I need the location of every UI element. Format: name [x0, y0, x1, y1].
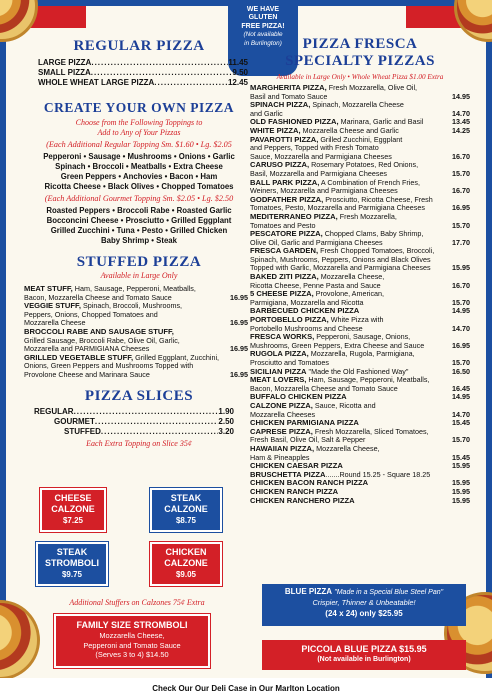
menu-item-desc: Weiners, Mozzarella and Parmigiana Cheeses 16.70	[250, 187, 470, 196]
blue-pizza-box: BLUE PIZZA "Made in a Special Blue Steel Pan" Crispier, Thinner & Unbeatable! (24 x 24) only $25.95	[262, 584, 466, 626]
menu-item-desc: Spinach, Mushrooms, Peppers, Onions and Black Olives	[250, 255, 431, 264]
menu-item-desc: Grilled Sausage, Broccoli Rabe, Olive Oil, Garlic,	[24, 336, 180, 345]
menu-item-desc: Ricotta Cheese, Penne Pasta and Sauce 16.70	[250, 281, 470, 290]
menu-item: FRESCA WORKS, Pepperoni, Sausage, Onions,	[250, 333, 411, 342]
gourmet-topping-note: (Each Additional Gourmet Topping Sm. $2.05 • Lg. $2.50	[44, 194, 234, 203]
menu-item: 5 CHEESE PIZZA, Provolone, American,	[250, 290, 385, 299]
piccola-blue-pizza-box: PICCOLA BLUE PIZZA $15.95 (Not available in Burlington)	[262, 640, 466, 670]
stuffed-pizza-title: STUFFED PIZZA	[76, 254, 202, 270]
menu-item: MARGHERITA PIZZA, Fresh Mozzarella, Olive Oil,	[250, 84, 418, 92]
menu-item: BRUSCHETTA PIZZA.......Round 15.25 - Square 18.25	[250, 470, 431, 479]
right-column	[250, 0, 470, 505]
gourmet-toppings-list: Roasted Peppers • Broccoli Rabe • Roasted Garlic Bocconcini Cheese • Prosciutto • Grilled Eggplant Grilled Zucchini • Tuna • Pesto • Grilled Chicken Baby Shrimp • Steak	[46, 206, 232, 245]
menu-item: GRILLED VEGETABLE STUFF, Grilled Eggplant, Zucchini,	[24, 353, 220, 362]
left-column	[24, 0, 254, 449]
steak-calzone-box: STEAK CALZONE $8.75	[150, 488, 222, 532]
menu-item-desc: Fresh Basil, Olive Oil, Salt & Pepper 15.70	[250, 436, 470, 445]
menu-item-desc: Bacon, Mozzarella Cheese and Tomato Sauce 16.45	[250, 384, 470, 393]
menu-item: SPINACH PIZZA, Spinach, Mozzarella Cheese	[250, 101, 404, 110]
menu-item: CHICKEN RANCHERO PIZZA 15.95	[250, 496, 470, 505]
menu-item: FRESCA GARDEN, Fresh Chopped Tomatoes, Broccoli,	[250, 247, 435, 256]
stuffed-subtitle: Available in Large Only	[100, 271, 178, 280]
menu-item: CARUSO PIZZA, Rosemary Potatoes, Red Onions,	[250, 161, 419, 170]
menu-item-desc: Tomatoes and Pesto 15.70	[250, 221, 470, 230]
create-subtitle: Choose from the Following Toppings to	[75, 118, 203, 127]
menu-item-desc: Parmigiana, Mozzarella and Ricotta 15.70	[250, 298, 470, 307]
create-subtitle: Add to Any of Your Pizzas	[97, 128, 181, 137]
menu-item: OLD FASHIONED PIZZA, Marinara, Garlic and Basil 13.45	[250, 118, 470, 127]
menu-item: RUGOLA PIZZA, Mozzarella, Rugola, Parmigiana,	[250, 350, 415, 359]
menu-item: HAWAIIAN PIZZA, Mozzarella Cheese,	[250, 444, 380, 453]
family-stromboli-box: FAMILY SIZE STROMBOLI Mozzarella Cheese, Pepperoni and Tomato Sauce (Serves 3 to 4) $14.50	[54, 614, 210, 668]
menu-item-desc: Portobello Mushrooms and Cheese 14.70	[250, 324, 470, 333]
menu-item-desc: and Peppers, Topped with Fresh Tomato	[250, 144, 379, 153]
menu-item: MEAT LOVERS, Ham, Sausage, Pepperoni, Meatballs,	[250, 376, 430, 385]
menu-item: MEDITERRANEO PIZZA, Fresh Mozzarella,	[250, 212, 397, 221]
menu-item-desc: Peppers, Onions, Chopped Tomatoes and	[24, 310, 158, 319]
menu-item: MEAT STUFF, Ham, Sausage, Pepperoni, Meatballs,	[24, 285, 196, 293]
menu-item-desc: Basil and Tomato Sauce 14.95	[250, 92, 470, 101]
cheese-calzone-box: CHEESE CALZONE $7.25	[40, 488, 106, 532]
menu-item-desc: Provolone Cheese and Marinara Sauce 16.95	[24, 370, 248, 379]
menu-item: VEGGIE STUFF, Spinach, Broccoli, Mushrooms,	[24, 302, 183, 311]
menu-item-desc: Mozzarella Cheese 16.95	[24, 319, 248, 328]
menu-item: CAPRESE PIZZA, Fresh Mozzarella, Sliced Tomatoes,	[250, 427, 429, 436]
steak-stromboli-box: STEAK STROMBOLI $9.75	[36, 542, 108, 586]
menu-item: BARBECUED CHICKEN PIZZA 14.95	[250, 307, 470, 316]
menu-item-desc: Prosciutto and Tomatoes 15.70	[250, 359, 470, 367]
menu-item: CALZONE PIZZA, Sauce, Ricotta and	[250, 401, 376, 410]
menu-item-desc: Mushrooms, Green Peppers, Extra Cheese and Sauce 16.95	[250, 341, 470, 350]
calzone-stuffers-note: Additional Stuffers on Calzones 75¢ Extra	[69, 598, 205, 607]
menu-item-desc: Bacon, Mozzarella Cheese and Tomato Sauce 16.95	[24, 293, 248, 302]
menu-item-desc: and Garlic 14.70	[250, 109, 470, 118]
badge-line: in Burlington)	[244, 39, 282, 47]
menu-item: PORTOBELLO PIZZA, White Pizza with	[250, 316, 384, 325]
menu-item: SMALL PIZZA ..... 9.50	[38, 68, 248, 78]
pizza-fresca-title: PIZZA FRESCA	[302, 36, 418, 52]
stuffed-list	[24, 285, 254, 380]
menu-item: BAKED ZITI PIZZA, Mozzarella Cheese,	[250, 273, 385, 282]
menu-item: GODFATHER PIZZA, Prosciutto, Ricotta Cheese, Fresh	[250, 195, 433, 204]
menu-item-desc: Mozzarella Cheeses 14.70	[250, 410, 470, 419]
menu-item-desc: Tomatoes, Pesto, Mozzarella and Parmigiana Cheeses 16.95	[250, 204, 470, 213]
fresca-list	[250, 84, 470, 505]
menu-item: CHICKEN BACON RANCH PIZZA 15.95	[250, 479, 470, 488]
menu-item: WHOLE WHEAT LARGE PIZZA ..... 12.45	[38, 78, 248, 88]
slice-topping-note: Each Extra Topping on Slice 35¢	[86, 438, 192, 448]
menu-item-desc: Ham & Pineapples 15.45	[250, 453, 470, 462]
menu-item: GOURMET ..... 2.50	[34, 417, 234, 427]
menu-item: SICILIAN PIZZA "Made the Old Fashioned Way" 16.50	[250, 367, 470, 376]
slices-list	[34, 407, 234, 437]
menu-item: LARGE PIZZA ..... 11.45	[38, 58, 248, 68]
regular-toppings-list: Pepperoni • Sausage • Mushrooms • Onions • Garlic Spinach • Broccoli • Meatballs • Extra Cheese Green Peppers • Anchovies • Bacon • Ham Ricotta Cheese • Black Olives • Chopped Tomatoes	[43, 152, 235, 191]
create-your-own-title: CREATE YOUR OWN PIZZA	[43, 100, 235, 115]
menu-item: BUFFALO CHICKEN PIZZA 14.95	[250, 393, 470, 402]
menu-item-desc: Olive Oil, Garlic and Parmigiana Cheeses 17.70	[250, 238, 470, 247]
menu-item-desc: Topped with Garlic, Mozzarella and Parmigiana Cheeses 15.95	[250, 264, 470, 273]
badge-line: (Not available	[243, 31, 283, 39]
regular-pizza-title: REGULAR PIZZA	[73, 38, 205, 54]
menu-item: CHICKEN RANCH PIZZA 15.95	[250, 487, 470, 496]
badge-line: WE HAVE	[246, 6, 280, 13]
menu-item: BROCCOLI RABE AND SAUSAGE STUFF,	[24, 327, 174, 336]
menu-item: STUFFED ..... 3.20	[34, 427, 234, 437]
regular-topping-note: (Each Additional Regular Topping Sm. $1.60 • Lg. $2.05	[46, 140, 232, 149]
regular-pizza-list	[38, 58, 248, 88]
menu-item: REGULAR ..... 1.90	[34, 407, 234, 417]
specialty-pizzas-title: SPECIALTY PIZZAS	[285, 53, 435, 69]
pizza-slices-title: PIZZA SLICES	[84, 387, 194, 404]
menu-item: WHITE PIZZA, Mozzarella Cheese and Garlic 14.25	[250, 126, 470, 135]
menu-item-desc: Mozzarella and PARMIGIANA Cheeses 16.95	[24, 345, 248, 354]
menu-item: BALL PARK PIZZA, A Combination of French Fries,	[250, 178, 420, 187]
badge-line: GLUTEN	[248, 14, 278, 22]
menu-item-desc: Sauce, Mozzarella and Parmigiana Cheeses 16.70	[250, 152, 470, 161]
badge-line: FREE PIZZA!	[241, 22, 285, 30]
fresca-subtitle: Available in Large Only • Whole Wheat Pizza $1.00 Extra	[276, 73, 444, 81]
footer-note: Check Our Our Deli Case in Our Marlton Location	[0, 678, 492, 700]
chicken-calzone-box: CHICKEN CALZONE $9.05	[150, 542, 222, 586]
menu-item-desc: Onions, Green Peppers and Mushrooms Topped with	[24, 362, 194, 371]
menu-item: PAVAROTTI PIZZA, Grilled Zucchini, Eggplant	[250, 135, 403, 144]
menu-item: CHICKEN CAESAR PIZZA 15.95	[250, 462, 470, 471]
menu-item: PESCATORE PIZZA, Chopped Clams, Baby Shrimp,	[250, 230, 424, 239]
menu-item: CHICKEN PARMIGIANA PIZZA 15.45	[250, 419, 470, 428]
menu-item-desc: Basil, Mozzarella and Parmigiana Cheeses 15.70	[250, 169, 470, 178]
